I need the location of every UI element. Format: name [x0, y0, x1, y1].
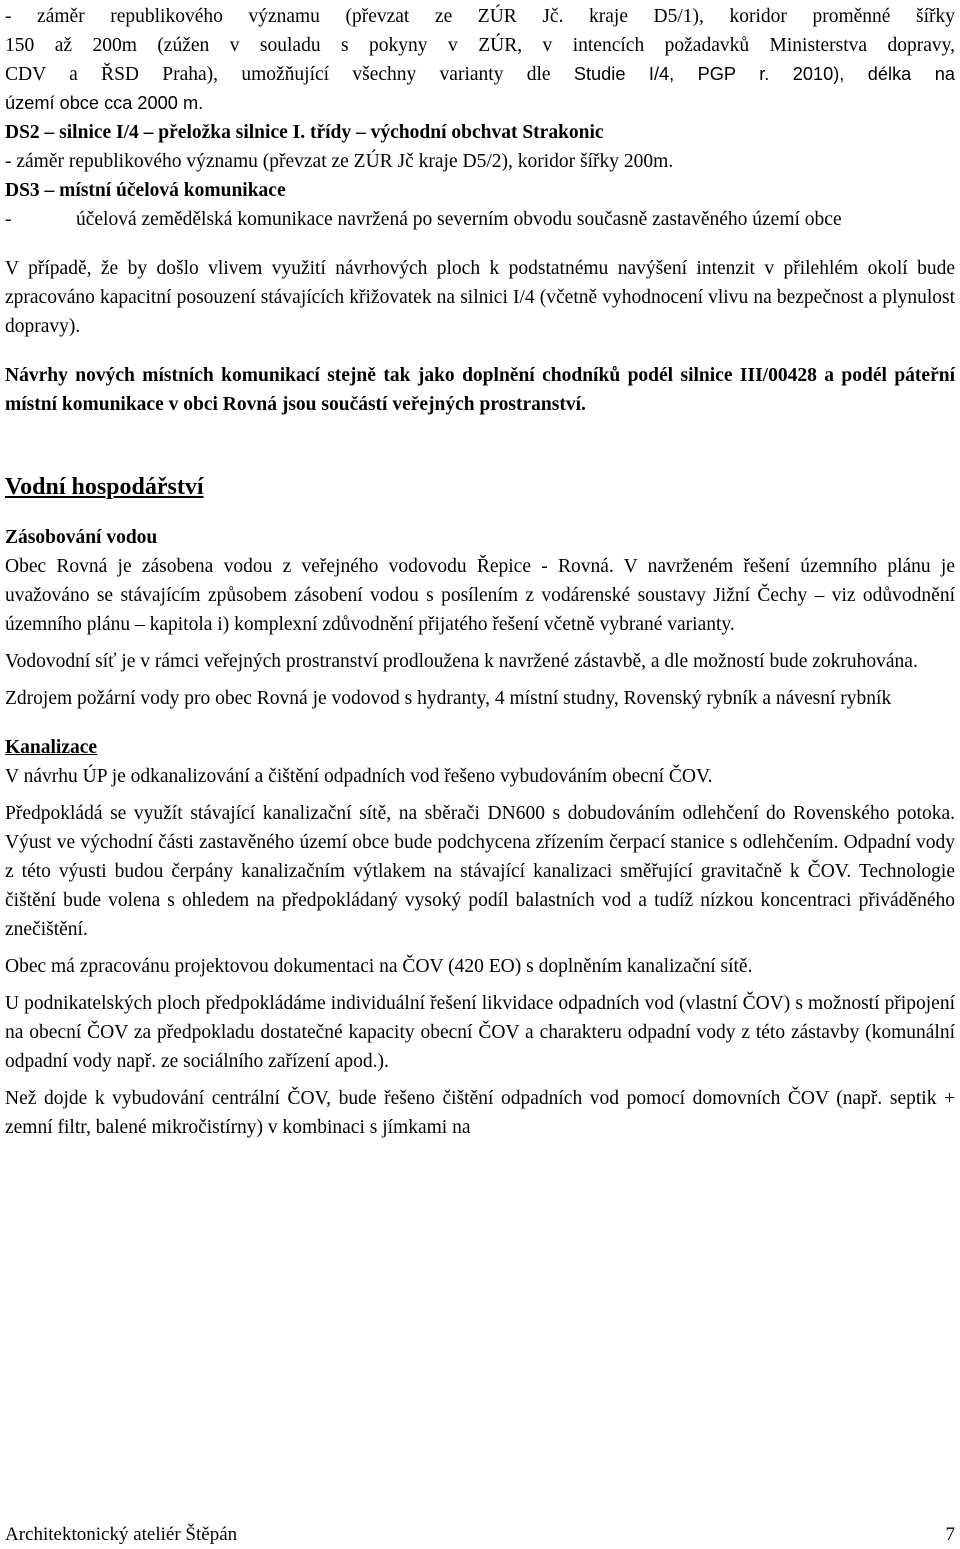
- line-koridor: 150 až 200m (zúžen v souladu s pokyny v ZÚR, v intencích požadavků Ministerstva dopravy,: [5, 35, 955, 56]
- kanalizace-p3: Obec má zpracovánu projektovou dokumentaci na ČOV (420 EO) s doplněním kanalizační sítě.: [5, 956, 753, 977]
- para-verejna-prostranstvi: Návrhy nových místních komunikací stejně tak jako doplnění chodníků podél silnice III/00428 a podél páteřní místní komunikace v obci Rovná jsou součástí veřejných prostranství.: [5, 365, 955, 415]
- line-delka: území obce cca 2000 m.: [5, 93, 204, 113]
- ds3-text: účelová zemědělská komunikace navržená po severním obvodu současně zastavěného území obce: [76, 209, 842, 230]
- section-title: Vodní hospodářství: [5, 474, 204, 500]
- kanalizace-p2: Předpokládá se využít stávající kanalizační sítě, na sběrači DN600 s dobudováním odlehčení do Rovenského potoka. Výust ve východní části zastavěného území obce bude podchycena zřízením čerpací stanice s odlehčením. Odpadní vody z této výusti budou čerpány kanalizačním výtlakem na stávající kanalizaci směřující gravitačně k ČOV. Technologie čištění bude volena s ohledem na předpokládaný vysoký podíl balastních vod a tudíž nízkou koncentraci přiváděného znečištění.: [5, 803, 955, 940]
- ds2-title: DS2 – silnice I/4 – přeložka silnice I. třídy – východní obchvat Strakonic: [5, 122, 604, 143]
- kanalizace-p4: U podnikatelských ploch předpokládáme individuální řešení likvidace odpadních vod (vlastní ČOV) s možností připojení na obecní ČOV za předpokladu dostatečné kapacity obecní ČOV a charakteru odpadní vody z této zástavby (komunální odpadní vody např. ze sociálního zařízení apod.).: [5, 993, 955, 1072]
- zasobovani-p1: Obec Rovná je zásobena vodou z veřejného vodovodu Řepice - Rovná. V navrženém řešení územního plánu je uvažováno se stávajícím způsobem zásobení vodou s posílením z vodárenské soustavy Jižní Čechy – viz odůvodnění územního plánu – kapitola i) komplexní zdůvodnění přijatého řešení včetně vybrané varianty.: [5, 556, 955, 635]
- zasobovani-p3: Zdrojem požární vody pro obec Rovná je vodovod s hydranty, 4 místní studny, Rovenský rybník a návesní rybník: [5, 688, 892, 709]
- line-varianty: CDV a ŘSD Praha), umožňující všechny varianty dle Studie I/4, PGP r. 2010), délka na: [5, 64, 955, 85]
- line-zamer: - záměr republikového významu (převzat ze ZÚR Jč. kraje D5/1), koridor proměnné šířky: [5, 6, 955, 27]
- kanalizace-heading: Kanalizace: [5, 737, 98, 758]
- studie-text: Studie I/4, PGP r. 2010), délka na: [573, 64, 955, 84]
- page-footer: [5, 1524, 955, 1546]
- ds3-title: DS3 – místní účelová komunikace: [5, 180, 286, 201]
- kanalizace-p1: V návrhu ÚP je odkanalizování a čištění odpadních vod řešeno vybudováním obecní ČOV.: [5, 766, 713, 787]
- dash-marker: -: [5, 209, 12, 230]
- para-intenzity: V případě, že by došlo vlivem využití návrhových ploch k podstatnému navýšení intenzit v přilehlém okolí bude zpracováno kapacitní posouzení stávajících křižovatek na silnici I/4 (včetně vyhodnocení vlivu na bezpečnost a plynulost dopravy).: [5, 258, 955, 337]
- zasobovani-heading: Zásobování vodou: [5, 527, 158, 548]
- ds3-item: [5, 205, 955, 234]
- kanalizace-p5: Než dojde k vybudování centrální ČOV, bude řešeno čištění odpadních vod pomocí domovních ČOV (např. septik + zemní filtr, balené mikročistírny) v kombinaci s jímkami na: [5, 1088, 955, 1138]
- footer-author: Architektonický ateliér Štěpán: [5, 1524, 238, 1545]
- zasobovani-p2: Vodovodní síť je v rámci veřejných prostranství prodloužena k navržené zástavbě, a dle možností bude zokruhována.: [5, 651, 918, 672]
- ds2-text: - záměr republikového významu (převzat ze ZÚR Jč kraje D5/2), koridor šířky 200m.: [5, 151, 674, 172]
- page-number: 7: [945, 1524, 955, 1545]
- document-page: [5, 2, 955, 1142]
